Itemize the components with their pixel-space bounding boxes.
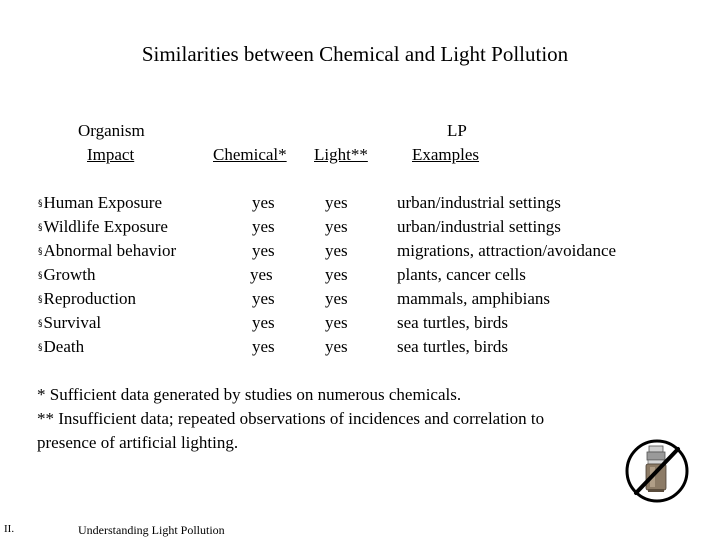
- row-chemical-value: yes: [252, 241, 275, 260]
- bullet-icon: §: [38, 295, 43, 305]
- row-light-value: yes: [325, 289, 348, 308]
- row-light-value: yes: [325, 193, 348, 212]
- header-organism: [78, 119, 145, 167]
- row-impact-label: Abnormal behavior: [43, 241, 177, 260]
- row-chemical-value: yes: [252, 313, 275, 332]
- bullet-icon: §: [38, 271, 43, 281]
- row-impact-label: Death: [43, 337, 85, 356]
- row-example: urban/industrial settings: [397, 193, 561, 212]
- row-light-value: yes: [325, 265, 348, 284]
- row-light-value: yes: [325, 313, 348, 332]
- footer-title: Understanding Light Pollution: [78, 523, 225, 537]
- footnote-light: ** Insufficient data; repeated observations of incidences and correlation to: [37, 409, 545, 428]
- page-title: Similarities between Chemical and Light Pollution: [141, 42, 569, 66]
- row-impact: [38, 263, 95, 288]
- row-impact-label: Growth: [43, 265, 96, 284]
- footnote-chemical: * Sufficient data generated by studies on numerous chemicals.: [37, 385, 462, 404]
- row-impact: [38, 191, 162, 216]
- row-impact: [38, 239, 176, 264]
- header-light-label: Light**: [314, 145, 368, 164]
- row-chemical-value: yes: [252, 289, 275, 308]
- row-chemical-value: yes: [252, 217, 275, 236]
- row-example: sea turtles, birds: [397, 337, 508, 356]
- header-chemical-label: Chemical*: [213, 145, 287, 164]
- row-light-value: yes: [325, 241, 348, 260]
- header-lp-line2: Examples: [412, 145, 480, 164]
- row-chemical-value: yes: [252, 337, 275, 356]
- footnotes: [37, 383, 544, 455]
- header-lp-line1: LP: [447, 121, 467, 140]
- header-lp-examples: [412, 119, 479, 167]
- row-chemical-value: yes: [250, 265, 273, 284]
- row-example: plants, cancer cells: [397, 265, 526, 284]
- bullet-icon: §: [38, 319, 43, 329]
- row-impact-label: Reproduction: [43, 289, 137, 308]
- footnote-light-continued: presence of artificial lighting.: [37, 433, 239, 452]
- bullet-icon: §: [38, 199, 43, 209]
- bullet-icon: §: [38, 343, 43, 353]
- bullet-icon: §: [38, 247, 43, 257]
- row-impact: [38, 215, 168, 240]
- row-example: mammals, amphibians: [397, 289, 550, 308]
- row-impact-label: Survival: [43, 313, 102, 332]
- header-organism-line1: Organism: [78, 121, 145, 140]
- row-impact-label: Human Exposure: [43, 193, 163, 212]
- row-impact-label: Wildlife Exposure: [43, 217, 168, 236]
- row-impact: [38, 335, 84, 360]
- row-impact: [38, 287, 136, 312]
- header-light: [314, 143, 368, 167]
- header-organism-line2: Impact: [87, 145, 135, 164]
- row-impact: [38, 311, 101, 336]
- no-light-bulb-icon: [624, 438, 690, 504]
- bullet-icon: §: [38, 223, 43, 233]
- row-light-value: yes: [325, 217, 348, 236]
- row-example: urban/industrial settings: [397, 217, 561, 236]
- footer-section-number: II.: [4, 523, 15, 535]
- row-light-value: yes: [325, 337, 348, 356]
- header-chemical: [213, 143, 287, 167]
- row-chemical-value: yes: [252, 193, 275, 212]
- row-example: sea turtles, birds: [397, 313, 508, 332]
- row-example: migrations, attraction/avoidance: [397, 241, 617, 260]
